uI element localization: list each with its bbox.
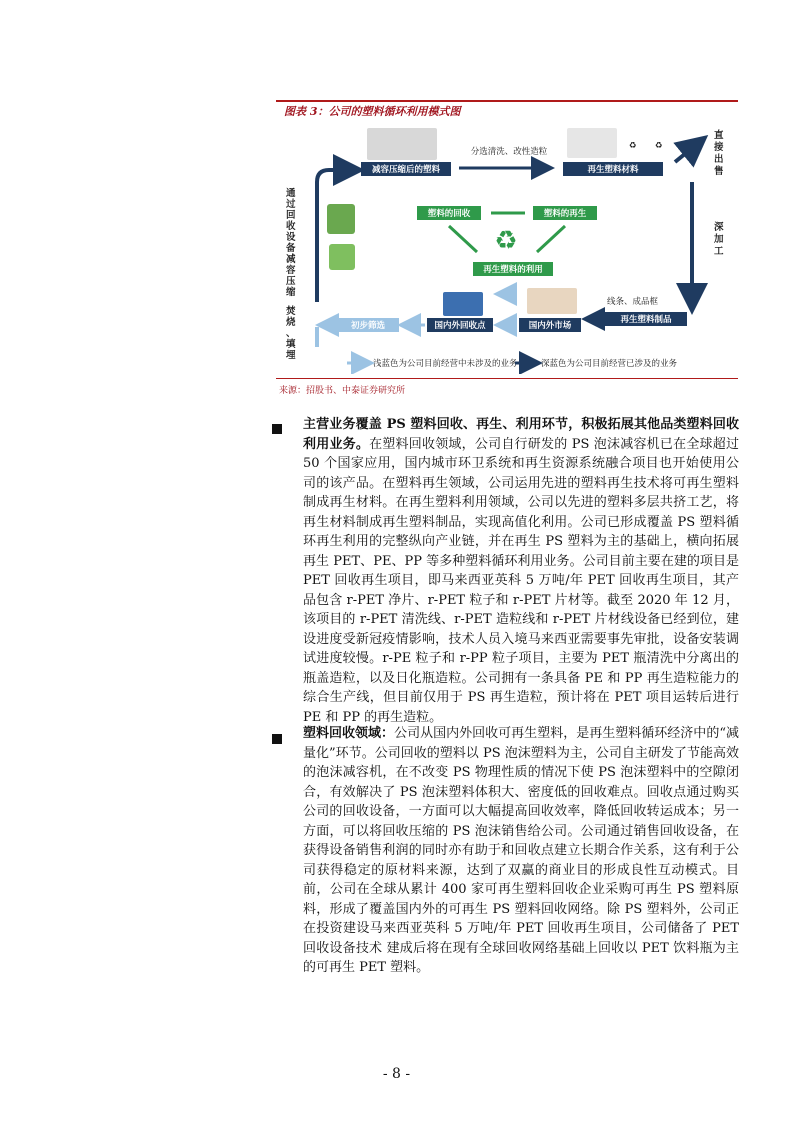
sort-wash-label: 分选清洗、改性造粒 xyxy=(470,147,548,157)
legend-dark-label: 深蓝色为公司目前经营已涉及的业务 xyxy=(541,359,678,369)
paragraph-2-body: 公司从国内外回收可再生塑料，是再生塑料循环经济中的“减量化”环节。公司回收的塑料以 PS 泡沫塑料为主，公司自主研发了节能高效的泡沫减容机，在不改变 PS 物理性质的情况下使 PS 泡沫塑料中的空隙闭合，有效解决了 PS 泡沫塑料体积大、密度低的回收难点。回收点通过购买公司的回收设备，一方面可以大幅提高回收效率，降低回收转运成本；另一方面，可以将回收压缩的 PS 泡沫销售给公司。公司通过销售回收设备，在获得设备销售利润的同时亦有助于和回收点建立长期合作关系，这有利于公司获得稳定的原材料来源，达到了双赢的商业目的形成良性互动模式。目前，公司在全球从累计 400 家可再生塑料回收企业采购可再生 PS 塑料原料，形成了覆盖国内外的可再生 PS 塑料回收网络。除 PS 塑料外，公司正在投资建设马来西亚英科 5 万吨/年 PET 回收再生项目，公司储备了 PET 回收设备技术 建成后将在现有全球回收网络基础上回收以 PET 饮料瓶为主的可再生 PET 塑料。 xyxy=(303,726,739,975)
recycle-1-icon: ♻ xyxy=(655,141,663,151)
bullet-1 xyxy=(272,424,282,434)
line-frame-label: 线条、成品框 xyxy=(607,297,659,307)
figure-source: 来源：招股书、中泰证券研究所 xyxy=(279,386,406,396)
machine-image-2 xyxy=(329,244,355,270)
burn-landfill-label: 焚烧、填埋 xyxy=(286,306,296,361)
plastic-recycling-label: 塑料的回收 xyxy=(427,209,471,219)
paragraph-2-lead: 塑料回收领域： xyxy=(303,726,395,741)
regen-products-label: 再生塑料制品 xyxy=(620,315,672,325)
machine-image-1 xyxy=(327,204,355,234)
recycle-icon: ♻ xyxy=(494,226,518,256)
paragraph-1-lead: 主营业务覆盖 PS 塑料回收、再生、利用环节，积极拓展其他品类塑料回收利用业务。 xyxy=(303,417,739,452)
figure-top-rule xyxy=(276,100,738,102)
regen-use-label: 再生塑料的利用 xyxy=(483,265,543,275)
domestic-market-label: 国内外市场 xyxy=(528,321,572,331)
direct-sale-label: 直接出售 xyxy=(714,130,724,177)
figure-title: 图表 3：公司的塑料循环利用模式图 xyxy=(284,105,461,118)
center-arrow-left xyxy=(449,226,477,252)
compressed-label: 减容压缩后的塑料 xyxy=(371,165,441,175)
direct-sale-arrow xyxy=(675,140,702,162)
paragraph-2 xyxy=(303,724,739,978)
legend-light-label: 浅蓝色为公司目前经营中未涉及的业务 xyxy=(373,359,518,369)
market-image xyxy=(527,288,577,314)
bullet-2 xyxy=(272,734,282,744)
paragraph-1 xyxy=(303,415,739,727)
page-number: - 8 - xyxy=(382,1066,411,1082)
figure-bottom-rule xyxy=(276,378,738,379)
recycle-bins-image xyxy=(443,292,483,316)
primary-screen-label: 初步筛选 xyxy=(350,321,386,331)
recycled-material-label: 再生塑料材料 xyxy=(587,165,639,175)
plastic-regen-label: 塑料的再生 xyxy=(543,209,587,219)
recycled-pellets-image xyxy=(567,128,617,158)
loop-left-arrow xyxy=(317,170,357,302)
recycling-mode-diagram xyxy=(277,122,737,374)
paragraph-1-body: 在塑料回收领域，公司自行研发的 PS 泡沫减容机已在全球超过 50 个国家应用，国内城市环卫系统和再生资源系统融合项目也开始使用公司的该产品。在塑料再生领域，公司运用先进的塑料再生技术将可再生塑料制成再生材料。在再生塑料利用领域，公司以先进的塑料多层共挤工艺，将再生材料制成再生塑料制品，实现高值化利用。公司已形成覆盖 PS 塑料循环再生利用的完整纵向产业链，并在再生 PS 塑料为主的基础上，横向拓展再生 PET、PE、PP 等多种塑料循环利用业务。公司目前主要在建的项目是 PET 回收再生项目，即马来西亚英科 5 万吨/年 PET 回收再生项目，其产品包含 r-PET 净片、r-PET 粒子和 r-PET 片材等。截至 2020 年 12 月，该项目的 r-PET 清洗线、r-PET 造粒线和 r-PET 片材线设备已经到位，建设进度受新冠疫情影响，技术人员入境马来西亚需要事先审批，设备安装调试进度较慢。r-PE 粒子和 r-PP 粒子项目，主要为 PET 瓶清洗中分离出的瓶盖造粒，以及日化瓶造粒。公司拥有一条具备 PE 和 PP 再生造粒能力的综合生产线，但目前仅用于 PS 再生造粒，预计将在 PET 项目运转后进行 PE 和 PP 的再生造粒。 xyxy=(303,436,739,725)
center-arrow-right xyxy=(537,226,565,252)
domestic-points-label: 国内外回收点 xyxy=(434,321,486,331)
deep-processing-label: 深加工 xyxy=(714,222,724,257)
compressed-plastic-image xyxy=(367,128,437,160)
recycle-6-icon: ♻ xyxy=(629,141,637,151)
recovery-equipment-label: 通过回收 设备减容 压缩 xyxy=(286,188,296,298)
